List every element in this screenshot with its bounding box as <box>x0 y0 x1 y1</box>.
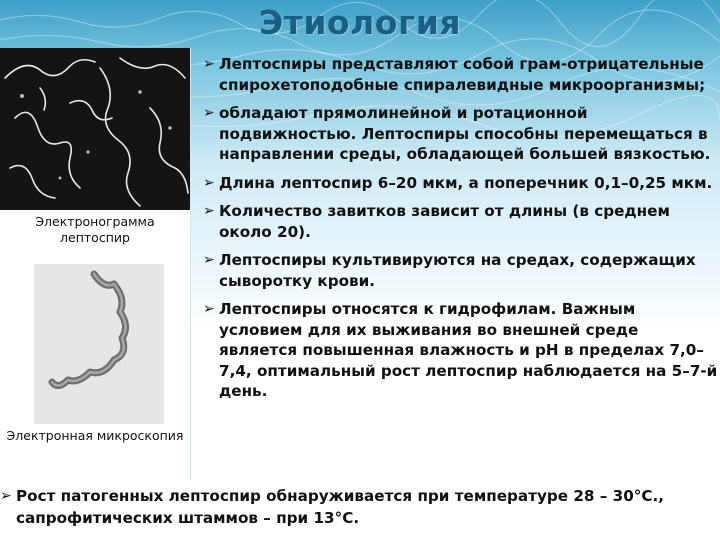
electronogram-image <box>0 48 190 210</box>
slide-title: Этиология <box>258 3 462 42</box>
electron-microscopy-image <box>34 264 164 424</box>
bullet-list <box>203 54 718 410</box>
microscopy-caption: Электронная микроскопия <box>6 428 184 443</box>
bullet-item: ➢ обладают прямолинейной и ротационной подвижностью. Лептоспиры способны перемещаться в направлении среды, обладающей большей вязкостью. <box>203 103 718 165</box>
bullet-item: ➢ Длина лептоспир 6–20 мкм, а поперечник 0,1–0,25 мкм. <box>203 173 718 194</box>
bottom-bullet-item: ➢ Рост патогенных лептоспир обнаруживается при температуре 28 – 30°С., сапрофитических штаммов – при 13°С. <box>0 485 700 529</box>
image-panel <box>0 48 191 480</box>
bullet-item: ➢ Лептоспиры представляют собой грам-отрицательные спирохетоподобные спиралевидные микроорганизмы; <box>203 54 718 95</box>
bottom-bullet-list <box>0 485 700 537</box>
bullet-item: ➢ Лептоспиры относятся к гидрофилам. Важным условием для их выживания во внешней среде является повышенная влажность и pH в пределах 7,0–7,4, оптимальный рост лептоспир наблюдается на 5–7-й день. <box>203 299 718 402</box>
bullet-item: ➢ Количество завитков зависит от длины (в среднем около 20). <box>203 201 718 242</box>
electronogram-caption: Электронограмма лептоспир <box>35 214 155 245</box>
bullet-item: ➢ Лептоспиры культивируются на средах, содержащих сыворотку крови. <box>203 250 718 291</box>
